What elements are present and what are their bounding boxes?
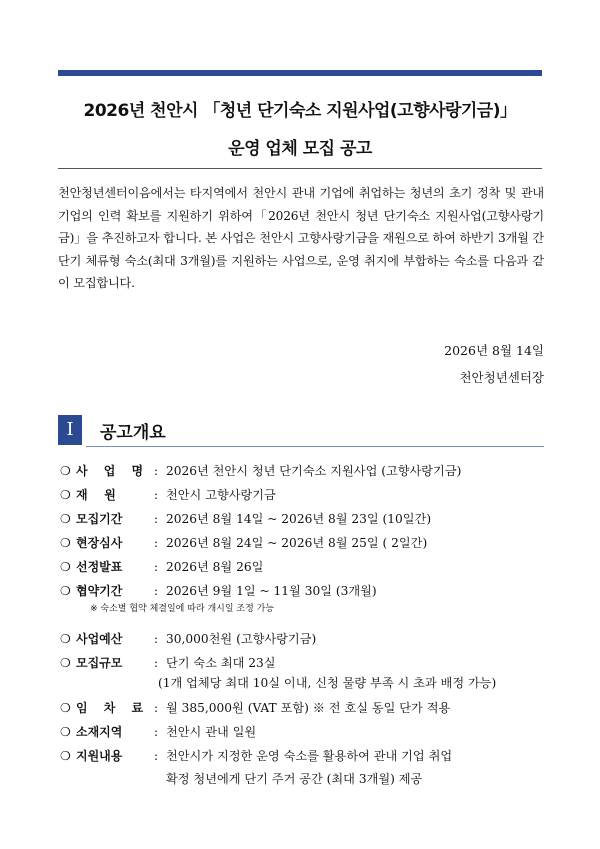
bullet-icon: ❍: [60, 560, 71, 574]
item-label: 사업예산: [76, 632, 123, 646]
support-continuation: 확정 청년에게 단기 주거 공간 (최대 3개월) 제공: [166, 772, 423, 786]
bullet-icon: ❍: [60, 725, 71, 739]
notice-title-line1: 2026년 천안시 「청년 단기숙소 지원사업(고향사랑기금)」: [83, 101, 517, 121]
item-label: 임 차 료: [76, 701, 150, 715]
bullet-icon: ❍: [60, 632, 71, 646]
list-item-agreement-period: ❍ 협약기간 : 2026년 9월 1일 ~ 11월 30일 (3개월): [60, 584, 377, 598]
item-value: 2026년 8월 14일 ~ 2026년 8월 23일 (10일간): [166, 512, 432, 526]
notice-issuer: 천안청년센터장: [459, 370, 544, 385]
section-title: 공고개요: [100, 423, 166, 443]
item-value: 천안시 관내 일원: [166, 725, 257, 739]
section-number-badge: Ⅰ: [58, 415, 82, 445]
title-divider: [58, 168, 542, 169]
item-value: 2026년 천안시 청년 단기숙소 지원사업 (고향사랑기금): [166, 464, 462, 478]
item-value: 월 385,000원 (VAT 포함) ※ 전 호실 동일 단가 적용: [166, 701, 451, 715]
item-value: 2026년 8월 26일: [166, 560, 264, 574]
item-label: 재 원: [76, 488, 116, 502]
bullet-icon: ❍: [60, 749, 71, 763]
item-value: 천안시가 지정한 운영 숙소를 활용하여 관내 기업 취업: [166, 749, 453, 763]
list-item-project-name: ❍ 사 업 명 : 2026년 천안시 청년 단기숙소 지원사업 (고향사랑기금): [60, 464, 462, 478]
notice-date: 2026년 8월 14일: [444, 343, 544, 358]
notice-title-line2: 운영 업체 모집 공고: [228, 139, 372, 159]
item-value: 단기 숙소 최대 23실: [166, 656, 276, 670]
scale-continuation: (1개 업체당 최대 10실 이내, 신청 물량 부족 시 초과 배정 가능): [158, 676, 497, 690]
list-item-support: ❍ 지원내용 : 천안시가 지정한 운영 숙소를 활용하여 관내 기업 취업: [60, 749, 453, 763]
item-label: 선정발표: [76, 560, 123, 574]
item-value: 천안시 고향사랑기금: [166, 488, 276, 502]
bullet-icon: ❍: [60, 701, 71, 715]
list-item-recruit-period: ❍ 모집기간 : 2026년 8월 14일 ~ 2026년 8월 23일 (10일간): [60, 512, 432, 526]
list-item-announcement: ❍ 선정발표 : 2026년 8월 26일: [60, 560, 264, 574]
top-accent-bar: [58, 70, 542, 76]
intro-paragraph: 천안청년센터이음에서는 타지역에서 천안시 관내 기업에 취업하는 청년의 초기 정착 및 관내 기업의 인력 확보를 지원하기 위하여「2026년 천안시 청년 단기숙소 지원사업(고향사랑기금)」을 추진하고자 합니다. 본 사업은 천안시 고향사랑기금을 재원으로 하여 하반기 3개월 간 단기 체류형 숙소(최대 3개월)를 지원하는 사업으로, 운영 취지에 부합하는 숙소를 다음과 같이 모집합니다.: [58, 186, 544, 291]
section-divider: [86, 446, 544, 447]
item-label: 모집규모: [76, 656, 123, 670]
list-item-budget: ❍ 사업예산 : 30,000천원 (고향사랑기금): [60, 632, 317, 646]
item-label: 사 업 명: [76, 464, 150, 478]
bullet-icon: ❍: [60, 584, 71, 598]
agreement-note: ※ 숙소별 협약 체결일에 따라 개시일 조정 가능: [90, 604, 275, 614]
item-label: 협약기간: [76, 584, 123, 598]
list-item-location: ❍ 소재지역 : 천안시 관내 일원: [60, 725, 257, 739]
list-item-funding: ❍ 재 원 : 천안시 고향사랑기금: [60, 488, 276, 502]
bullet-icon: ❍: [60, 464, 71, 478]
item-label: 현장심사: [76, 536, 123, 550]
bullet-icon: ❍: [60, 656, 71, 670]
list-item-rent: ❍ 임 차 료 : 월 385,000원 (VAT 포함) ※ 전 호실 동일 단가 적용: [60, 701, 451, 715]
bullet-icon: ❍: [60, 536, 71, 550]
list-item-scale: ❍ 모집규모 : 단기 숙소 최대 23실: [60, 656, 276, 670]
bullet-icon: ❍: [60, 512, 71, 526]
item-label: 소재지역: [76, 725, 123, 739]
bullet-icon: ❍: [60, 488, 71, 502]
item-value: 2026년 9월 1일 ~ 11월 30일 (3개월): [166, 584, 377, 598]
item-label: 지원내용: [76, 749, 123, 763]
item-label: 모집기간: [76, 512, 123, 526]
item-value: 2026년 8월 24일 ~ 2026년 8월 25일 ( 2일간): [166, 536, 428, 550]
list-item-site-review: ❍ 현장심사 : 2026년 8월 24일 ~ 2026년 8월 25일 ( 2일간): [60, 536, 428, 550]
item-value: 30,000천원 (고향사랑기금): [166, 632, 317, 646]
